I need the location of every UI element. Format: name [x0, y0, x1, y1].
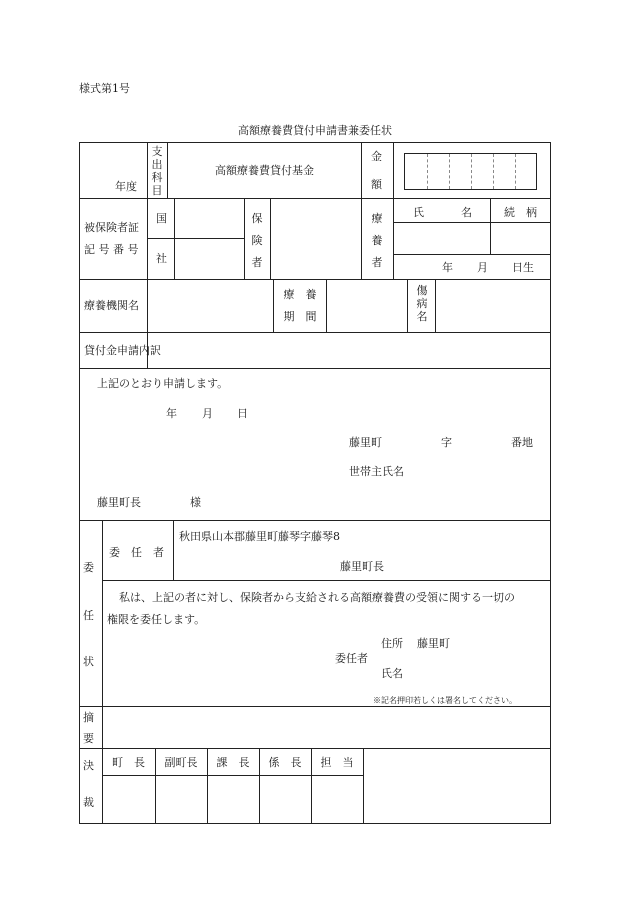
period-label-2: 期 間 — [283, 310, 317, 323]
addressee: 藤里町長 — [97, 496, 141, 509]
remarks-label-1: 摘 — [83, 711, 94, 724]
name-header-a: 氏 — [413, 206, 424, 219]
address-town: 藤里町 — [349, 436, 382, 449]
patient-label: 療養者 — [371, 212, 383, 269]
approval-header-section-chief: 課 長 — [216, 756, 250, 769]
birth-month: 月 — [477, 261, 488, 274]
insured-label-2: 記 号 番 号 — [84, 243, 139, 256]
delegation-text-line2: 権限を委任します。 — [107, 613, 206, 626]
institution-label: 療養機関名 — [84, 299, 139, 312]
date-month: 月 — [202, 407, 213, 420]
delegate-label: 委 任 者 — [109, 546, 164, 559]
delegation-side-1: 委 — [83, 561, 94, 574]
address-banchi: 番地 — [511, 436, 533, 449]
name-header-b: 名 — [461, 206, 472, 219]
delegator-address-value: 藤里町 — [417, 637, 450, 650]
disease-label: 傷病名 — [416, 284, 428, 323]
breakdown-label: 貸付金申請内訳 — [84, 344, 161, 357]
delegator-address-label: 住所 — [381, 637, 403, 650]
birth-year: 年 — [442, 261, 453, 274]
birth-day: 日生 — [512, 261, 534, 274]
householder-label: 世帯主氏名 — [349, 465, 404, 478]
delegation-side-2: 任 — [83, 609, 94, 622]
insured-label-1: 被保険者証 — [84, 221, 139, 234]
sha-label: 社 — [156, 252, 167, 265]
approval-header-staff: 担 当 — [320, 756, 354, 769]
page-title: 高額療養費貸付申請書兼委任状 — [238, 124, 392, 137]
delegate-name: 藤里町長 — [340, 560, 384, 573]
budget-item-label: 支出科目 — [151, 145, 163, 197]
application-statement: 上記のとおり申請します。 — [97, 377, 229, 390]
approval-header-mayor: 町 長 — [112, 756, 145, 769]
delegate-address: 秋田県山本郡藤里町藤琴字藤琴8 — [179, 530, 340, 543]
approval-header-deputy-mayor: 副町長 — [164, 756, 198, 769]
period-label-1: 療 養 — [283, 288, 317, 301]
fund-name: 高額療養費貸付基金 — [215, 164, 314, 177]
form-number: 様式第1号 — [79, 82, 130, 95]
delegation-side-3: 状 — [83, 655, 94, 668]
insurer-label: 保険者 — [251, 212, 263, 269]
year-label: 年度 — [115, 180, 137, 193]
delegator-name-label: 氏名 — [381, 667, 403, 680]
delegator-label: 委任者 — [335, 652, 368, 665]
approval-label-1: 決 — [83, 759, 94, 772]
honorific: 様 — [190, 496, 201, 509]
remarks-label-2: 要 — [83, 732, 94, 745]
relation-header: 続 柄 — [504, 206, 537, 219]
address-aza: 字 — [441, 436, 452, 449]
kokuho-label: 国 — [156, 212, 167, 225]
delegation-text-line1: 私は、上記の者に対し、保険者から支給される高額療養費の受領に関する一切の — [119, 591, 515, 604]
approval-label-2: 裁 — [83, 796, 94, 809]
amount-input-box[interactable] — [404, 153, 537, 190]
approval-header-unit-chief: 係 長 — [268, 756, 302, 769]
amount-label-1: 金 — [371, 150, 382, 163]
date-year: 年 — [166, 407, 177, 420]
signature-note: ※記名押印若しくは署名してください。 — [373, 696, 517, 705]
date-day: 日 — [237, 407, 248, 420]
amount-label-2: 額 — [371, 178, 382, 191]
